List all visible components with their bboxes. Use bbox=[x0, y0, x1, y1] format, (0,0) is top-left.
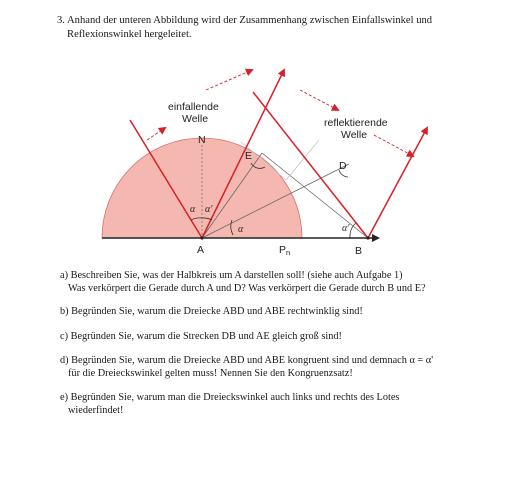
angle-arc-B bbox=[350, 223, 356, 238]
reflected-label-arrow bbox=[374, 135, 413, 156]
question-e-line-2: wiederfindet! bbox=[68, 404, 124, 416]
label-angle-alpha-prime: α' bbox=[205, 204, 213, 215]
question-d-line-2: für die Dreieckswinkel gelten muss! Nennen Sie den Kongruenzsatz! bbox=[68, 367, 353, 379]
task-intro bbox=[57, 14, 477, 41]
label-reflected-wave-2: Welle bbox=[341, 129, 368, 141]
question-d-line-1: d) Begründen Sie, warum die Dreiecke ABD und ABE kongruent sind und demnach α = α' bbox=[60, 355, 434, 366]
question-c bbox=[60, 331, 480, 344]
question-d bbox=[60, 355, 480, 380]
label-point-A: A bbox=[197, 244, 205, 256]
label-point-D: D bbox=[339, 160, 347, 172]
label-angle-alpha: α bbox=[190, 204, 196, 215]
reflected-ray-right bbox=[368, 128, 427, 238]
wavefront-reflected bbox=[286, 140, 319, 180]
reflected-direction-arrow bbox=[300, 90, 338, 110]
incoming-label-arrow bbox=[147, 128, 165, 140]
question-a-line-1: a) Beschreiben Sie, was der Halbkreis um A darstellen soll! (siehe auch Aufgabe 1) bbox=[60, 270, 403, 281]
point-B-dot bbox=[366, 236, 369, 239]
label-point-E: E bbox=[245, 150, 253, 162]
question-a-line-2: Was verkörpert die Gerade durch A und D? Was verkörpert die Gerade durch B und E? bbox=[68, 282, 426, 294]
label-point-N: N bbox=[198, 134, 206, 146]
label-angle-alpha-prime-B: α' bbox=[342, 223, 350, 234]
question-b-line-1: b) Begründen Sie, warum die Dreiecke ABD und ABE rechtwinklig sind! bbox=[60, 306, 363, 317]
label-reflected-wave-1: reflektierende bbox=[324, 117, 388, 129]
intro-line-1: Anhand der unteren Abbildung wird der Zusammenhang zwischen Einfallswinkel und bbox=[67, 15, 433, 26]
reflection-figure bbox=[0, 60, 508, 265]
question-a bbox=[60, 270, 480, 295]
label-point-B: B bbox=[355, 245, 363, 257]
question-c-line-1: c) Begründen Sie, warum die Strecken DB und AE gleich groß sind! bbox=[60, 331, 342, 342]
label-angle-alpha-E: α bbox=[238, 224, 244, 235]
point-A-dot bbox=[200, 236, 203, 239]
label-incoming-wave-1: einfallende bbox=[168, 101, 219, 113]
task-number: 3. bbox=[57, 15, 65, 26]
label-point-Pn: Pn bbox=[279, 244, 291, 257]
incoming-direction-arrow bbox=[206, 70, 252, 90]
question-b bbox=[60, 306, 480, 319]
question-e-line-1: e) Begründen Sie, warum man die Dreieckswinkel auch links und rechts des Lotes bbox=[60, 392, 400, 403]
question-e bbox=[60, 392, 480, 417]
intro-line-2: Reflexionswinkel hergeleitet. bbox=[67, 28, 192, 40]
label-incoming-wave-2: Welle bbox=[182, 113, 209, 125]
